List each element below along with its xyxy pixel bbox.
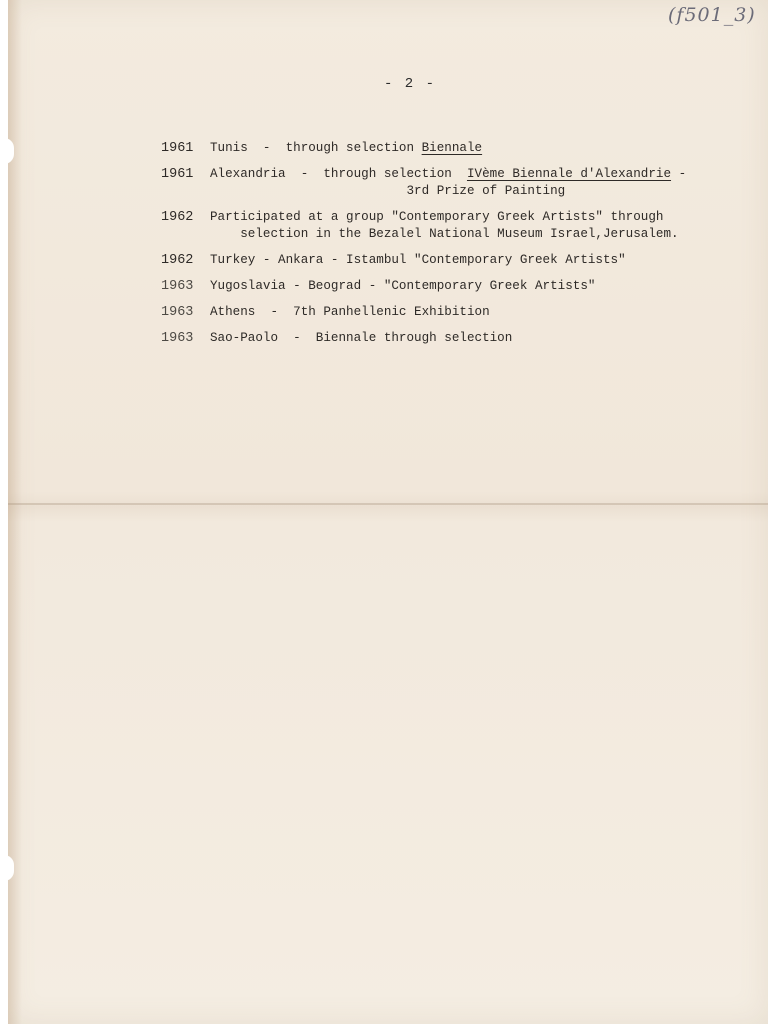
entry-text: Turkey - Ankara - Istambul "Contemporary Greek Artists" [210,253,626,267]
entry-text [210,209,679,243]
list-item [161,209,741,243]
entry-text [210,140,482,157]
list-item [161,252,741,269]
entry-year: 1962 [161,253,194,268]
entry-text: Yugoslavia - Beograd - "Contemporary Greek Artists" [210,279,596,293]
entry-year: 1961 [161,141,194,156]
entry-continuation: 3rd Prize of Painting [210,184,566,198]
entry-underlined-text: Biennale [421,141,483,155]
entry-text: Athens - 7th Panhellenic Exhibition [210,305,490,319]
entry-year: 1963 [161,331,194,346]
entry-text [210,166,686,200]
entry-text: Sao-Paolo - Biennale through selection [210,331,513,345]
list-item [161,278,741,295]
entry-text-main: Tunis - through selection [210,141,422,155]
exhibition-list [161,140,741,356]
entry-year: 1963 [161,305,194,320]
page-number: - 2 - [384,76,437,92]
punch-hole-top [0,138,14,164]
entry-text-main: Participated at a group "Contemporary Greek Artists" through [210,210,664,224]
entry-underlined-text: IVème Biennale d'Alexandrie [466,167,672,181]
entry-year: 1961 [161,167,194,182]
handwritten-reference-note: (f501_3) [668,4,756,26]
list-item [161,330,741,347]
list-item [161,140,741,157]
entry-year: 1963 [161,279,194,294]
entry-text-main: Alexandria - through selection [210,167,467,181]
punch-hole-bottom [0,855,14,881]
list-item [161,166,741,200]
page-fold-crease [8,503,768,505]
list-item [161,304,741,321]
entry-continuation: selection in the Bezalel National Museum Israel,Jerusalem. [210,227,679,241]
document-page [8,0,768,1024]
entry-text-tail: - [671,167,687,181]
entry-year: 1962 [161,210,194,225]
